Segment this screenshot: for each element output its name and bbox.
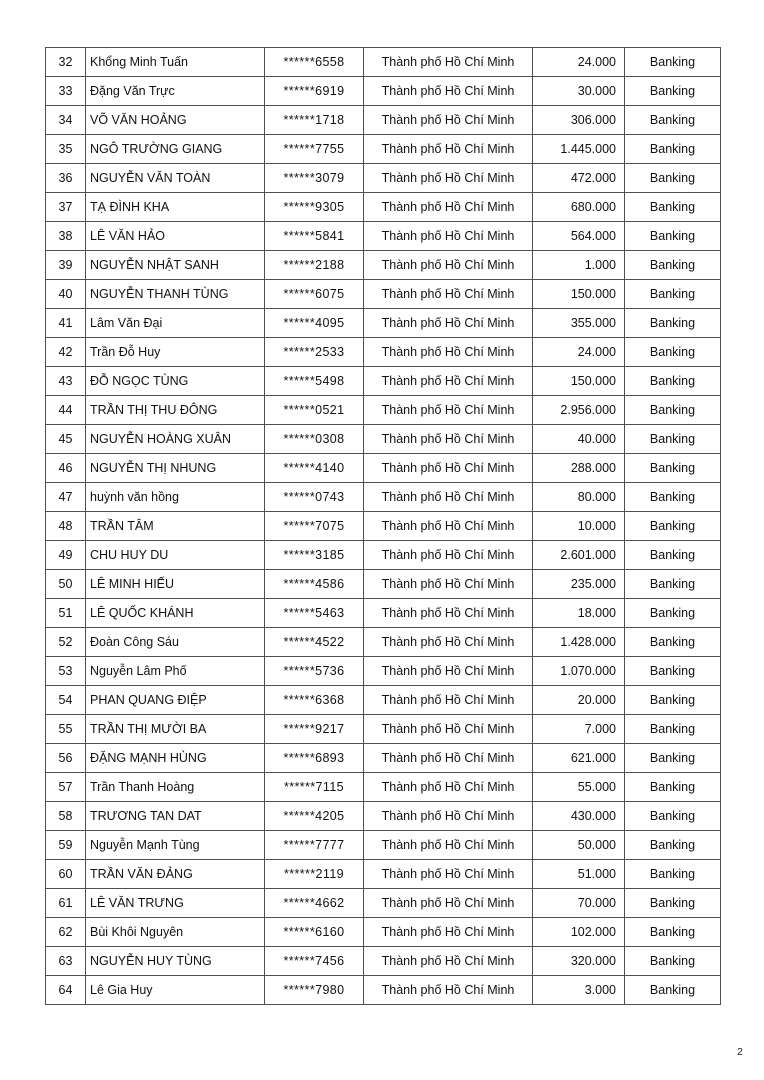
account-cell: ******7980 (265, 976, 364, 1005)
table-row (46, 889, 721, 918)
name-cell: Trần Đỗ Huy (86, 338, 265, 367)
account-cell: ******6368 (265, 686, 364, 715)
channel-cell: Banking (625, 773, 721, 802)
no-cell: 52 (46, 628, 86, 657)
table-row (46, 367, 721, 396)
amount-cell: 2.601.000 (533, 541, 625, 570)
no-cell: 62 (46, 918, 86, 947)
page-number: 2 (737, 1046, 743, 1058)
city-cell: Thành phố Hồ Chí Minh (364, 338, 533, 367)
channel-cell: Banking (625, 251, 721, 280)
no-cell: 56 (46, 744, 86, 773)
donor-table (45, 47, 721, 1005)
city-cell: Thành phố Hồ Chí Minh (364, 77, 533, 106)
no-cell: 57 (46, 773, 86, 802)
city-cell: Thành phố Hồ Chí Minh (364, 918, 533, 947)
city-cell: Thành phố Hồ Chí Minh (364, 599, 533, 628)
amount-cell: 50.000 (533, 831, 625, 860)
table-row (46, 686, 721, 715)
channel-cell: Banking (625, 425, 721, 454)
account-cell: ******4586 (265, 570, 364, 599)
name-cell: TRẦN VĂN ĐẢNG (86, 860, 265, 889)
account-cell: ******6075 (265, 280, 364, 309)
amount-cell: 288.000 (533, 454, 625, 483)
table-row (46, 773, 721, 802)
table-row (46, 802, 721, 831)
name-cell: LÊ MINH HIẾU (86, 570, 265, 599)
amount-cell: 55.000 (533, 773, 625, 802)
name-cell: LÊ QUỐC KHÁNH (86, 599, 265, 628)
city-cell: Thành phố Hồ Chí Minh (364, 222, 533, 251)
table-row (46, 338, 721, 367)
amount-cell: 150.000 (533, 367, 625, 396)
name-cell: LÊ VĂN HẢO (86, 222, 265, 251)
city-cell: Thành phố Hồ Chí Minh (364, 889, 533, 918)
city-cell: Thành phố Hồ Chí Minh (364, 454, 533, 483)
amount-cell: 1.445.000 (533, 135, 625, 164)
no-cell: 34 (46, 106, 86, 135)
table-row (46, 251, 721, 280)
city-cell: Thành phố Hồ Chí Minh (364, 280, 533, 309)
table-row (46, 425, 721, 454)
no-cell: 45 (46, 425, 86, 454)
account-cell: ******3185 (265, 541, 364, 570)
channel-cell: Banking (625, 454, 721, 483)
name-cell: ĐỖ NGỌC TÙNG (86, 367, 265, 396)
no-cell: 63 (46, 947, 86, 976)
table-row (46, 135, 721, 164)
city-cell: Thành phố Hồ Chí Minh (364, 570, 533, 599)
no-cell: 38 (46, 222, 86, 251)
channel-cell: Banking (625, 48, 721, 77)
account-cell: ******6893 (265, 744, 364, 773)
table-row (46, 222, 721, 251)
city-cell: Thành phố Hồ Chí Minh (364, 802, 533, 831)
table-row (46, 715, 721, 744)
account-cell: ******5736 (265, 657, 364, 686)
name-cell: NGUYỄN NHẬT SANH (86, 251, 265, 280)
account-cell: ******1718 (265, 106, 364, 135)
channel-cell: Banking (625, 164, 721, 193)
table-row (46, 512, 721, 541)
city-cell: Thành phố Hồ Chí Minh (364, 309, 533, 338)
city-cell: Thành phố Hồ Chí Minh (364, 396, 533, 425)
city-cell: Thành phố Hồ Chí Minh (364, 164, 533, 193)
name-cell: NGUYỄN VĂN TOÀN (86, 164, 265, 193)
name-cell: CHU HUY DU (86, 541, 265, 570)
channel-cell: Banking (625, 280, 721, 309)
table-row (46, 396, 721, 425)
amount-cell: 20.000 (533, 686, 625, 715)
channel-cell: Banking (625, 77, 721, 106)
no-cell: 48 (46, 512, 86, 541)
amount-cell: 2.956.000 (533, 396, 625, 425)
no-cell: 44 (46, 396, 86, 425)
amount-cell: 7.000 (533, 715, 625, 744)
city-cell: Thành phố Hồ Chí Minh (364, 512, 533, 541)
channel-cell: Banking (625, 686, 721, 715)
table-row (46, 106, 721, 135)
table-row (46, 570, 721, 599)
no-cell: 42 (46, 338, 86, 367)
amount-cell: 430.000 (533, 802, 625, 831)
name-cell: Đặng Văn Trực (86, 77, 265, 106)
name-cell: TRẦN THỊ MƯỜI BA (86, 715, 265, 744)
table-row (46, 744, 721, 773)
no-cell: 58 (46, 802, 86, 831)
amount-cell: 80.000 (533, 483, 625, 512)
name-cell: Đoàn Công Sáu (86, 628, 265, 657)
amount-cell: 235.000 (533, 570, 625, 599)
table-row (46, 309, 721, 338)
account-cell: ******0743 (265, 483, 364, 512)
table-row (46, 48, 721, 77)
table-row (46, 280, 721, 309)
table-row (46, 193, 721, 222)
channel-cell: Banking (625, 512, 721, 541)
no-cell: 64 (46, 976, 86, 1005)
name-cell: NGÔ TRƯỜNG GIANG (86, 135, 265, 164)
account-cell: ******7115 (265, 773, 364, 802)
table-row (46, 599, 721, 628)
channel-cell: Banking (625, 947, 721, 976)
amount-cell: 3.000 (533, 976, 625, 1005)
channel-cell: Banking (625, 222, 721, 251)
channel-cell: Banking (625, 918, 721, 947)
amount-cell: 306.000 (533, 106, 625, 135)
name-cell: Nguyễn Lâm Phố (86, 657, 265, 686)
name-cell: NGUYỄN THỊ NHUNG (86, 454, 265, 483)
channel-cell: Banking (625, 831, 721, 860)
table-row (46, 454, 721, 483)
no-cell: 46 (46, 454, 86, 483)
table-row (46, 976, 721, 1005)
name-cell: PHAN QUANG ĐIỆP (86, 686, 265, 715)
channel-cell: Banking (625, 570, 721, 599)
channel-cell: Banking (625, 976, 721, 1005)
table-row (46, 860, 721, 889)
channel-cell: Banking (625, 106, 721, 135)
channel-cell: Banking (625, 889, 721, 918)
account-cell: ******6160 (265, 918, 364, 947)
amount-cell: 621.000 (533, 744, 625, 773)
channel-cell: Banking (625, 715, 721, 744)
amount-cell: 320.000 (533, 947, 625, 976)
name-cell: NGUYỄN HUY TÙNG (86, 947, 265, 976)
no-cell: 40 (46, 280, 86, 309)
no-cell: 47 (46, 483, 86, 512)
name-cell: TRẦN THỊ THU ĐÔNG (86, 396, 265, 425)
amount-cell: 30.000 (533, 77, 625, 106)
account-cell: ******6919 (265, 77, 364, 106)
no-cell: 43 (46, 367, 86, 396)
city-cell: Thành phố Hồ Chí Minh (364, 541, 533, 570)
city-cell: Thành phố Hồ Chí Minh (364, 831, 533, 860)
channel-cell: Banking (625, 193, 721, 222)
city-cell: Thành phố Hồ Chí Minh (364, 860, 533, 889)
table-body (46, 48, 721, 1005)
no-cell: 54 (46, 686, 86, 715)
amount-cell: 355.000 (533, 309, 625, 338)
account-cell: ******5463 (265, 599, 364, 628)
account-cell: ******5841 (265, 222, 364, 251)
name-cell: Bùi Khôi Nguyên (86, 918, 265, 947)
no-cell: 35 (46, 135, 86, 164)
amount-cell: 70.000 (533, 889, 625, 918)
no-cell: 55 (46, 715, 86, 744)
table-row (46, 164, 721, 193)
amount-cell: 1.000 (533, 251, 625, 280)
name-cell: Lê Gia Huy (86, 976, 265, 1005)
table-row (46, 628, 721, 657)
account-cell: ******4522 (265, 628, 364, 657)
account-cell: ******4140 (265, 454, 364, 483)
channel-cell: Banking (625, 541, 721, 570)
account-cell: ******9305 (265, 193, 364, 222)
channel-cell: Banking (625, 309, 721, 338)
no-cell: 37 (46, 193, 86, 222)
channel-cell: Banking (625, 802, 721, 831)
account-cell: ******2188 (265, 251, 364, 280)
name-cell: Khổng Minh Tuấn (86, 48, 265, 77)
amount-cell: 1.428.000 (533, 628, 625, 657)
amount-cell: 51.000 (533, 860, 625, 889)
name-cell: ĐẶNG MẠNH HÙNG (86, 744, 265, 773)
account-cell: ******6558 (265, 48, 364, 77)
city-cell: Thành phố Hồ Chí Minh (364, 367, 533, 396)
account-cell: ******2533 (265, 338, 364, 367)
channel-cell: Banking (625, 599, 721, 628)
no-cell: 61 (46, 889, 86, 918)
city-cell: Thành phố Hồ Chí Minh (364, 686, 533, 715)
no-cell: 50 (46, 570, 86, 599)
no-cell: 53 (46, 657, 86, 686)
name-cell: VÕ VĂN HOẢNG (86, 106, 265, 135)
city-cell: Thành phố Hồ Chí Minh (364, 657, 533, 686)
table-row (46, 77, 721, 106)
amount-cell: 564.000 (533, 222, 625, 251)
account-cell: ******2119 (265, 860, 364, 889)
table-row (46, 947, 721, 976)
city-cell: Thành phố Hồ Chí Minh (364, 628, 533, 657)
amount-cell: 18.000 (533, 599, 625, 628)
no-cell: 41 (46, 309, 86, 338)
account-cell: ******7456 (265, 947, 364, 976)
city-cell: Thành phố Hồ Chí Minh (364, 483, 533, 512)
no-cell: 36 (46, 164, 86, 193)
table-row (46, 541, 721, 570)
account-cell: ******5498 (265, 367, 364, 396)
amount-cell: 1.070.000 (533, 657, 625, 686)
amount-cell: 24.000 (533, 338, 625, 367)
amount-cell: 24.000 (533, 48, 625, 77)
no-cell: 49 (46, 541, 86, 570)
name-cell: Nguyễn Mạnh Tùng (86, 831, 265, 860)
name-cell: Trần Thanh Hoàng (86, 773, 265, 802)
name-cell: NGUYỄN HOÀNG XUÂN (86, 425, 265, 454)
amount-cell: 680.000 (533, 193, 625, 222)
channel-cell: Banking (625, 628, 721, 657)
account-cell: ******0308 (265, 425, 364, 454)
channel-cell: Banking (625, 744, 721, 773)
account-cell: ******7755 (265, 135, 364, 164)
account-cell: ******4662 (265, 889, 364, 918)
table-row (46, 918, 721, 947)
city-cell: Thành phố Hồ Chí Minh (364, 947, 533, 976)
account-cell: ******4095 (265, 309, 364, 338)
no-cell: 51 (46, 599, 86, 628)
name-cell: LÊ VĂN TRƯNG (86, 889, 265, 918)
channel-cell: Banking (625, 135, 721, 164)
account-cell: ******4205 (265, 802, 364, 831)
name-cell: TẠ ĐÌNH KHA (86, 193, 265, 222)
account-cell: ******0521 (265, 396, 364, 425)
name-cell: huỳnh văn hồng (86, 483, 265, 512)
city-cell: Thành phố Hồ Chí Minh (364, 744, 533, 773)
table-row (46, 831, 721, 860)
table-row (46, 657, 721, 686)
no-cell: 32 (46, 48, 86, 77)
no-cell: 59 (46, 831, 86, 860)
city-cell: Thành phố Hồ Chí Minh (364, 425, 533, 454)
channel-cell: Banking (625, 860, 721, 889)
name-cell: TRƯƠNG TAN DAT (86, 802, 265, 831)
city-cell: Thành phố Hồ Chí Minh (364, 193, 533, 222)
name-cell: NGUYỄN THANH TÙNG (86, 280, 265, 309)
account-cell: ******7075 (265, 512, 364, 541)
amount-cell: 472.000 (533, 164, 625, 193)
city-cell: Thành phố Hồ Chí Minh (364, 976, 533, 1005)
channel-cell: Banking (625, 483, 721, 512)
account-cell: ******3079 (265, 164, 364, 193)
amount-cell: 10.000 (533, 512, 625, 541)
channel-cell: Banking (625, 396, 721, 425)
city-cell: Thành phố Hồ Chí Minh (364, 251, 533, 280)
channel-cell: Banking (625, 338, 721, 367)
city-cell: Thành phố Hồ Chí Minh (364, 135, 533, 164)
no-cell: 39 (46, 251, 86, 280)
amount-cell: 40.000 (533, 425, 625, 454)
city-cell: Thành phố Hồ Chí Minh (364, 715, 533, 744)
table-row (46, 483, 721, 512)
account-cell: ******7777 (265, 831, 364, 860)
name-cell: TRẦN TÂM (86, 512, 265, 541)
channel-cell: Banking (625, 657, 721, 686)
amount-cell: 102.000 (533, 918, 625, 947)
channel-cell: Banking (625, 367, 721, 396)
name-cell: Lâm Văn Đại (86, 309, 265, 338)
city-cell: Thành phố Hồ Chí Minh (364, 773, 533, 802)
no-cell: 33 (46, 77, 86, 106)
city-cell: Thành phố Hồ Chí Minh (364, 106, 533, 135)
no-cell: 60 (46, 860, 86, 889)
account-cell: ******9217 (265, 715, 364, 744)
amount-cell: 150.000 (533, 280, 625, 309)
city-cell: Thành phố Hồ Chí Minh (364, 48, 533, 77)
